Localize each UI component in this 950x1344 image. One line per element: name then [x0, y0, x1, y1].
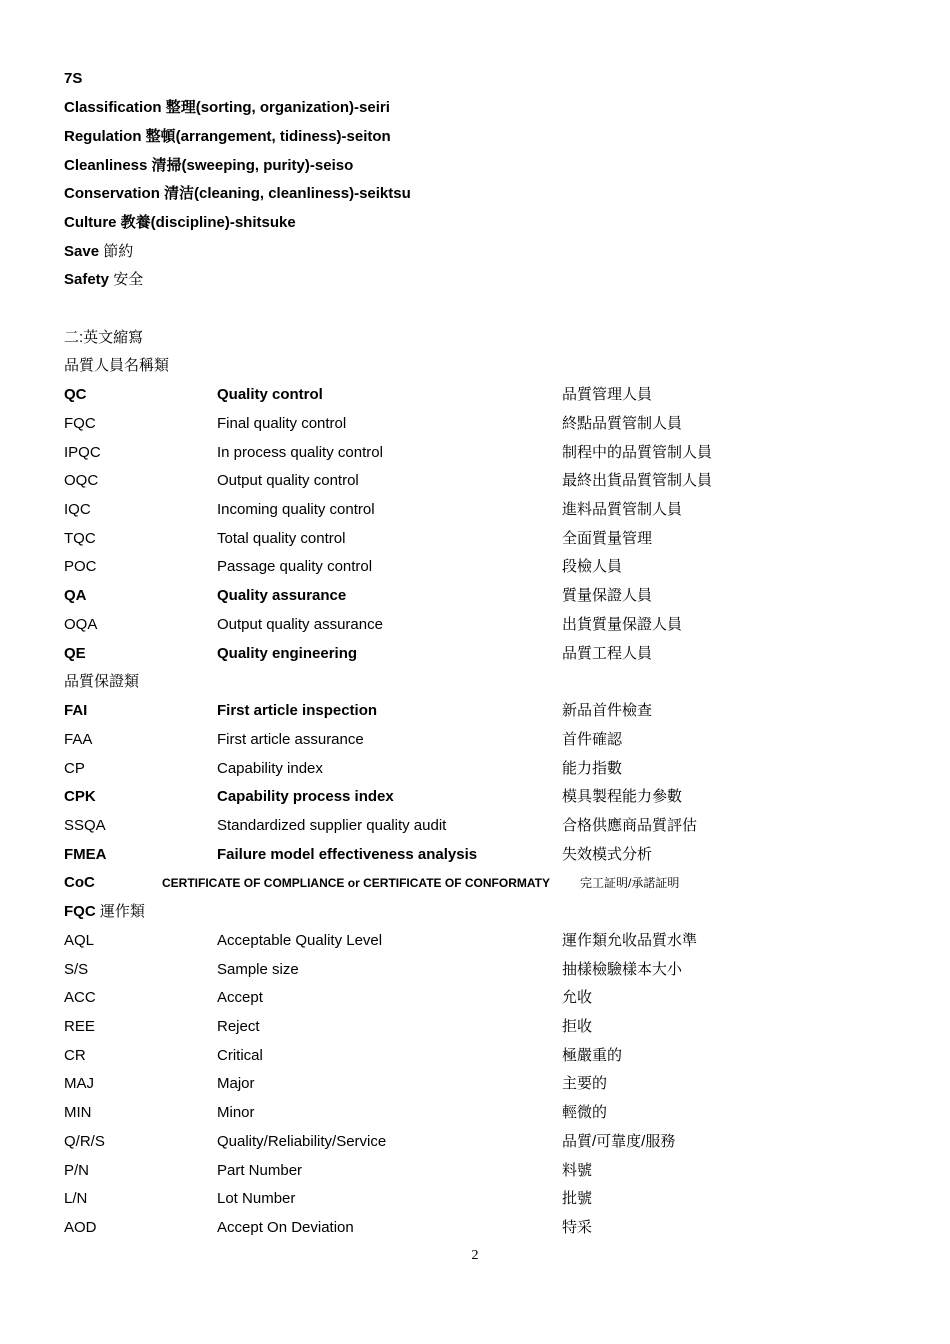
table-row: CP Capability index 能力指數 [64, 760, 623, 777]
7s-item: Cleanliness 清掃(sweeping, purity)-seiso [64, 157, 354, 174]
table-row: MIN Minor 輕微的 [64, 1104, 608, 1121]
table-row: S/S Sample size 抽樣檢驗樣本大小 [64, 961, 683, 978]
7s-item: Classification 整理(sorting, organization)-seiri [64, 99, 390, 116]
table-row: QC Quality control 品質管理人員 [64, 386, 653, 403]
category-title-personnel: 品質人員名稱類 [64, 357, 170, 374]
table-row-coc [0, 874, 950, 894]
coc-full-name: CERTIFICATE OF COMPLIANCE or CERTIFICATE OF CONFORMATY [162, 876, 550, 890]
table-row: QA Quality assurance 質量保證人員 [64, 587, 653, 604]
table-row: QE Quality engineering 品質工程人員 [64, 645, 653, 662]
table-row: OQA Output quality assurance 出貨質量保證人員 [64, 616, 683, 633]
table-row: IPQC In process quality control 制程中的品質管制人員 [64, 444, 713, 461]
table-row: CR Critical 極嚴重的 [64, 1047, 623, 1064]
table-row: FMEA Failure model effectiveness analysis 失效模式分析 [64, 846, 653, 863]
table-row: Q/R/S Quality/Reliability/Service 品質/可靠度/服務 [64, 1133, 676, 1150]
table-row: CPK Capability process index 模具製程能力參數 [64, 788, 683, 805]
page-number: 2 [471, 1248, 479, 1263]
table-row: AQL Acceptable Quality Level 運作類允收品質水準 [64, 932, 698, 949]
section-title-abbreviations: 二:英文縮寫 [64, 329, 144, 346]
section-title-7s: 7S [64, 70, 83, 87]
category-title-assurance: 品質保證類 [64, 673, 140, 690]
table-row: OQC Output quality control 最終出貨品質管制人員 [64, 472, 713, 489]
7s-item: Conservation 清洁(cleaning, cleanliness)-seiktsu [64, 185, 411, 202]
table-row: MAJ Major 主要的 [64, 1075, 608, 1092]
table-row: POC Passage quality control 段檢人員 [64, 558, 623, 575]
table-row: IQC Incoming quality control 進料品質管制人員 [64, 501, 683, 518]
7s-item: Safety 安全 [64, 271, 144, 288]
category-title-fqc: FQC 運作類 [64, 903, 145, 920]
table-row: FAA First article assurance 首件確認 [64, 731, 623, 748]
table-row: TQC Total quality control 全面質量管理 [64, 530, 653, 547]
table-row: ACC Accept 允收 [64, 989, 593, 1006]
table-row: FAI First article inspection 新品首件檢查 [64, 702, 653, 719]
table-row: REE Reject 拒收 [64, 1018, 593, 1035]
table-row: L/N Lot Number 批號 [64, 1190, 593, 1207]
coc-abbr: CoC [64, 874, 95, 891]
7s-item: Save 節約 [64, 243, 134, 260]
table-row: P/N Part Number 料號 [64, 1162, 593, 1179]
table-row: SSQA Standardized supplier quality audit 合格供應商品質評估 [64, 817, 698, 834]
7s-item: Regulation 整頓(arrangement, tidiness)-seiton [64, 128, 391, 145]
coc-chinese: 完工証明/承諾証明 [580, 876, 680, 890]
table-row: AOD Accept On Deviation 特采 [64, 1219, 593, 1236]
7s-item: Culture 教養(discipline)-shitsuke [64, 214, 296, 231]
table-row: FQC Final quality control 終點品質管制人員 [64, 415, 683, 432]
